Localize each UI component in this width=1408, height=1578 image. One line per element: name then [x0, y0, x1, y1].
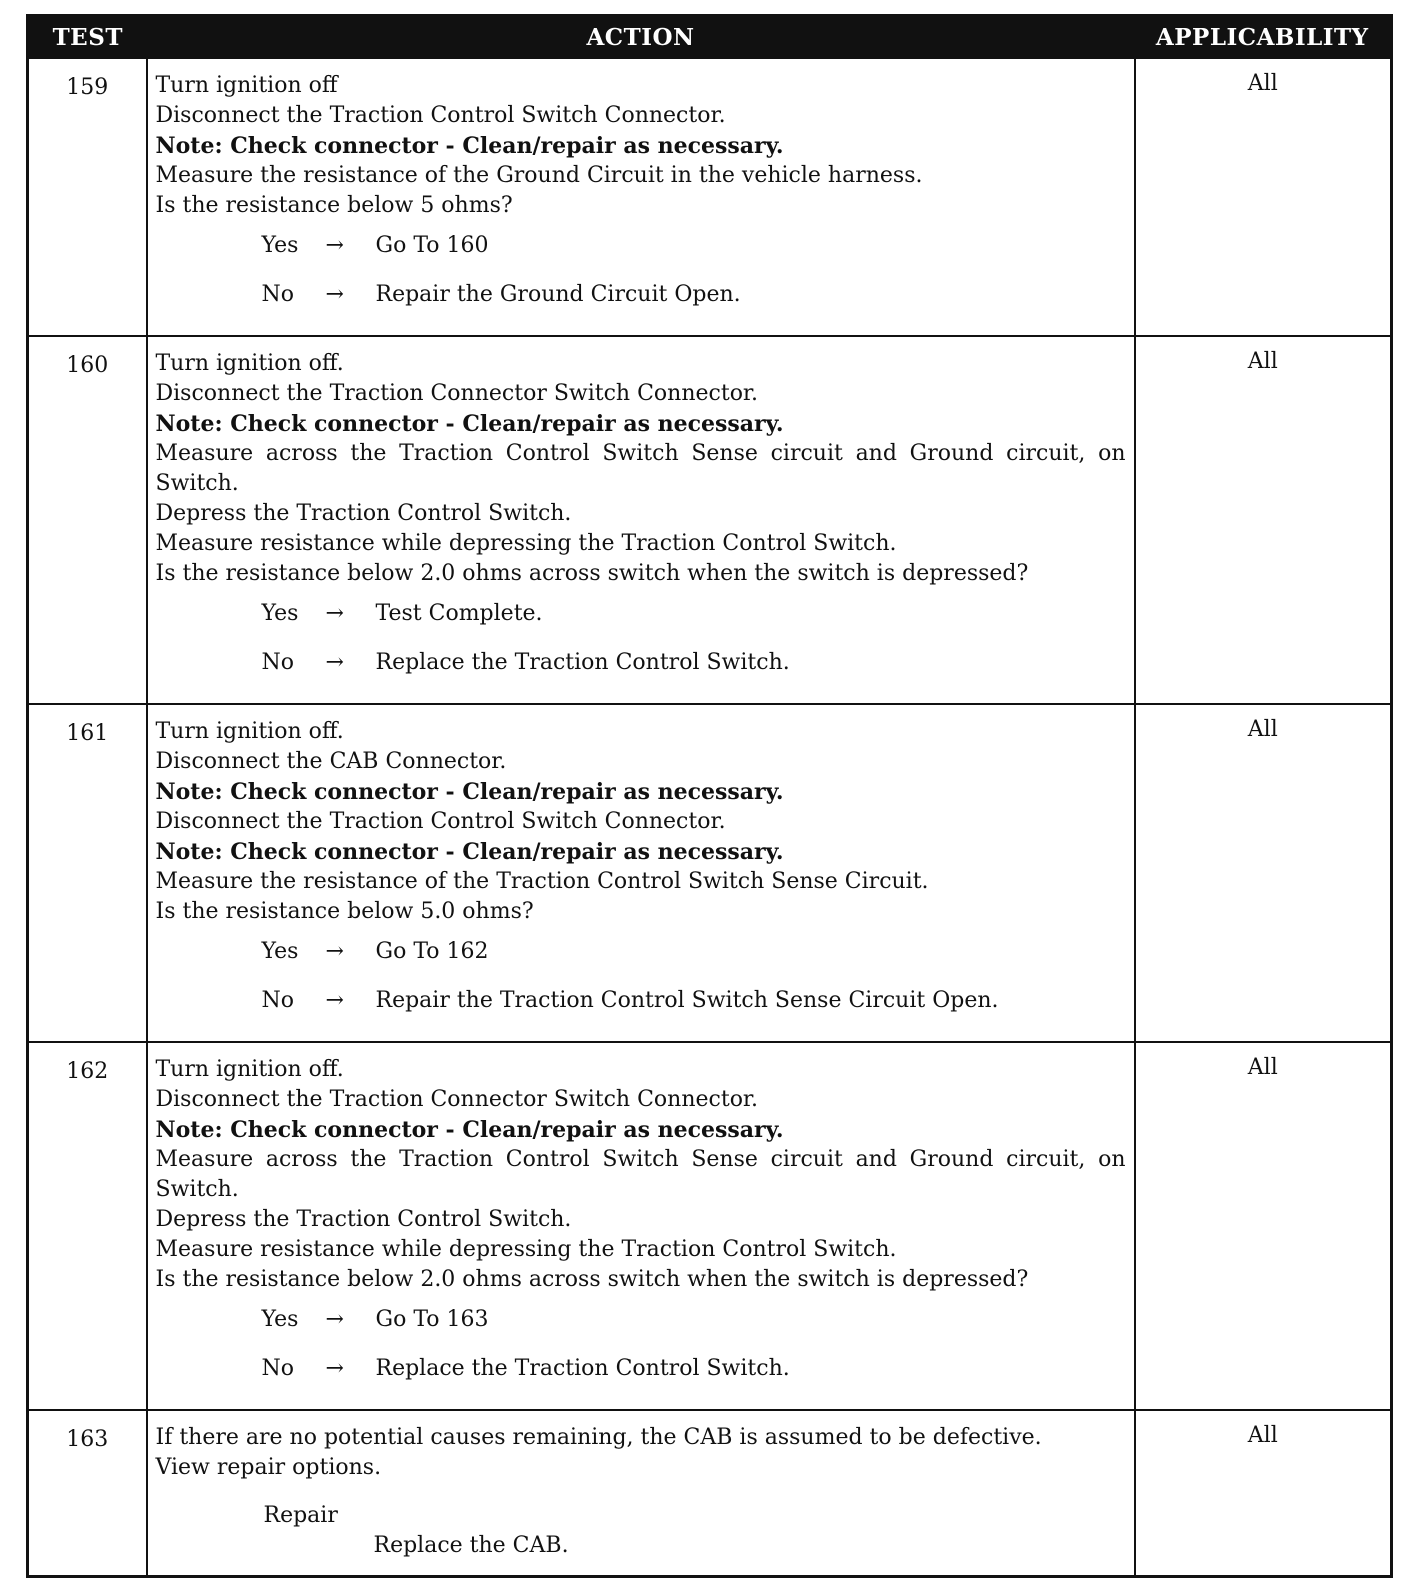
branch-label: Yes [261, 233, 299, 258]
branch-no [262, 280, 1126, 329]
action-step: Measure across the Traction Control Switch Sense circuit and Ground circuit, on Switch. [155, 1147, 1126, 1202]
action-note: Note: Check connector - Clean/repair as necessary. [155, 779, 784, 805]
branch-yes [262, 937, 1126, 986]
action-step: Depress the Traction Control Switch. [155, 501, 572, 526]
branch-label: Yes [261, 601, 299, 626]
action-step: Disconnect the Traction Control Switch Connector. [155, 103, 726, 128]
action-cell [147, 336, 1135, 704]
diagnostic-test-table [26, 14, 1393, 1578]
action-step: Turn ignition off. [155, 719, 344, 744]
applicability-value: All [1135, 1410, 1392, 1576]
branch-result: Replace the Traction Control Switch. [375, 650, 790, 675]
branch-result: Repair the Ground Circuit Open. [375, 282, 741, 307]
branch-no [262, 648, 1126, 697]
action-note: Note: Check connector - Clean/repair as necessary. [155, 411, 784, 437]
action-step: Turn ignition off. [155, 351, 344, 376]
action-cell [147, 58, 1135, 336]
action-step: Is the resistance below 5 ohms? [155, 193, 513, 218]
applicability-value: All [1135, 336, 1392, 704]
test-number: 159 [28, 58, 147, 336]
branch-label: No [261, 282, 294, 307]
action-step: Is the resistance below 2.0 ohms across switch when the switch is depressed? [155, 1267, 1029, 1292]
action-step: Disconnect the Traction Control Switch Connector. [155, 809, 726, 834]
test-number: 162 [28, 1042, 147, 1410]
table-row [28, 1042, 1392, 1410]
action-step: Measure the resistance of the Traction Control Switch Sense Circuit. [155, 869, 929, 894]
table-header-row [28, 16, 1392, 59]
branch-result: Replace the Traction Control Switch. [375, 1356, 790, 1381]
action-step: Turn ignition off. [155, 1057, 344, 1082]
action-step: Disconnect the Traction Connector Switch Connector. [155, 1087, 759, 1112]
branch-label: Yes [261, 939, 299, 964]
action-note: Note: Check connector - Clean/repair as necessary. [155, 1117, 784, 1143]
action-step: Depress the Traction Control Switch. [155, 1207, 572, 1232]
branch-no [262, 1354, 1126, 1403]
action-cell [147, 1042, 1135, 1410]
branch-no [262, 986, 1126, 1035]
applicability-value: All [1135, 704, 1392, 1042]
branch-label: No [261, 650, 294, 675]
applicability-value: All [1135, 1042, 1392, 1410]
action-step: If there are no potential causes remaining, the CAB is assumed to be defective. [155, 1425, 1042, 1450]
action-note: Note: Check connector - Clean/repair as necessary. [155, 839, 784, 865]
action-step: Measure the resistance of the Ground Circuit in the vehicle harness. [155, 163, 923, 188]
action-step: Measure resistance while depressing the Traction Control Switch. [155, 1237, 897, 1262]
action-step: View repair options. [155, 1455, 382, 1480]
arrow-right-icon: → [325, 1356, 344, 1381]
branch-result: Test Complete. [375, 601, 543, 626]
table-body [28, 58, 1392, 1576]
branch-result: Repair the Traction Control Switch Sense Circuit Open. [375, 988, 999, 1013]
branch-label: Yes [261, 1307, 299, 1332]
test-number: 161 [28, 704, 147, 1042]
branch-result: Go To 162 [375, 939, 489, 964]
repair-options [264, 1501, 1126, 1561]
arrow-right-icon: → [325, 939, 344, 964]
table-row [28, 58, 1392, 336]
table-row [28, 336, 1392, 704]
branch-yes [262, 599, 1126, 648]
branch-label: No [261, 988, 294, 1013]
action-cell [147, 704, 1135, 1042]
branch-result: Go To 160 [375, 233, 489, 258]
arrow-right-icon: → [325, 233, 344, 258]
action-step: Disconnect the Traction Connector Switch Connector. [155, 381, 759, 406]
applicability-value: All [1135, 58, 1392, 336]
arrow-right-icon: → [325, 1307, 344, 1332]
action-step: Turn ignition off [155, 73, 338, 98]
action-step: Disconnect the CAB Connector. [155, 749, 507, 774]
action-step: Measure across the Traction Control Switch Sense circuit and Ground circuit, on Switch. [155, 441, 1126, 496]
action-step: Measure resistance while depressing the Traction Control Switch. [155, 531, 897, 556]
repair-detail: Replace the CAB. [373, 1533, 569, 1558]
test-number: 163 [28, 1410, 147, 1576]
branch-yes [262, 231, 1126, 280]
test-number: 160 [28, 336, 147, 704]
header-action: ACTION [147, 16, 1135, 59]
arrow-right-icon: → [325, 650, 344, 675]
action-cell [147, 1410, 1135, 1576]
action-step: Is the resistance below 2.0 ohms across switch when the switch is depressed? [155, 561, 1029, 586]
arrow-right-icon: → [325, 601, 344, 626]
header-applicability: APPLICABILITY [1135, 16, 1392, 59]
table-row [28, 1410, 1392, 1576]
branch-label: No [261, 1356, 294, 1381]
arrow-right-icon: → [325, 282, 344, 307]
branch-result: Go To 163 [375, 1307, 489, 1332]
header-test: TEST [28, 16, 147, 59]
action-note: Note: Check connector - Clean/repair as necessary. [155, 133, 784, 159]
action-step: Is the resistance below 5.0 ohms? [155, 899, 534, 924]
table-row [28, 704, 1392, 1042]
repair-label: Repair [263, 1503, 338, 1528]
branch-yes [262, 1305, 1126, 1354]
arrow-right-icon: → [325, 988, 344, 1013]
